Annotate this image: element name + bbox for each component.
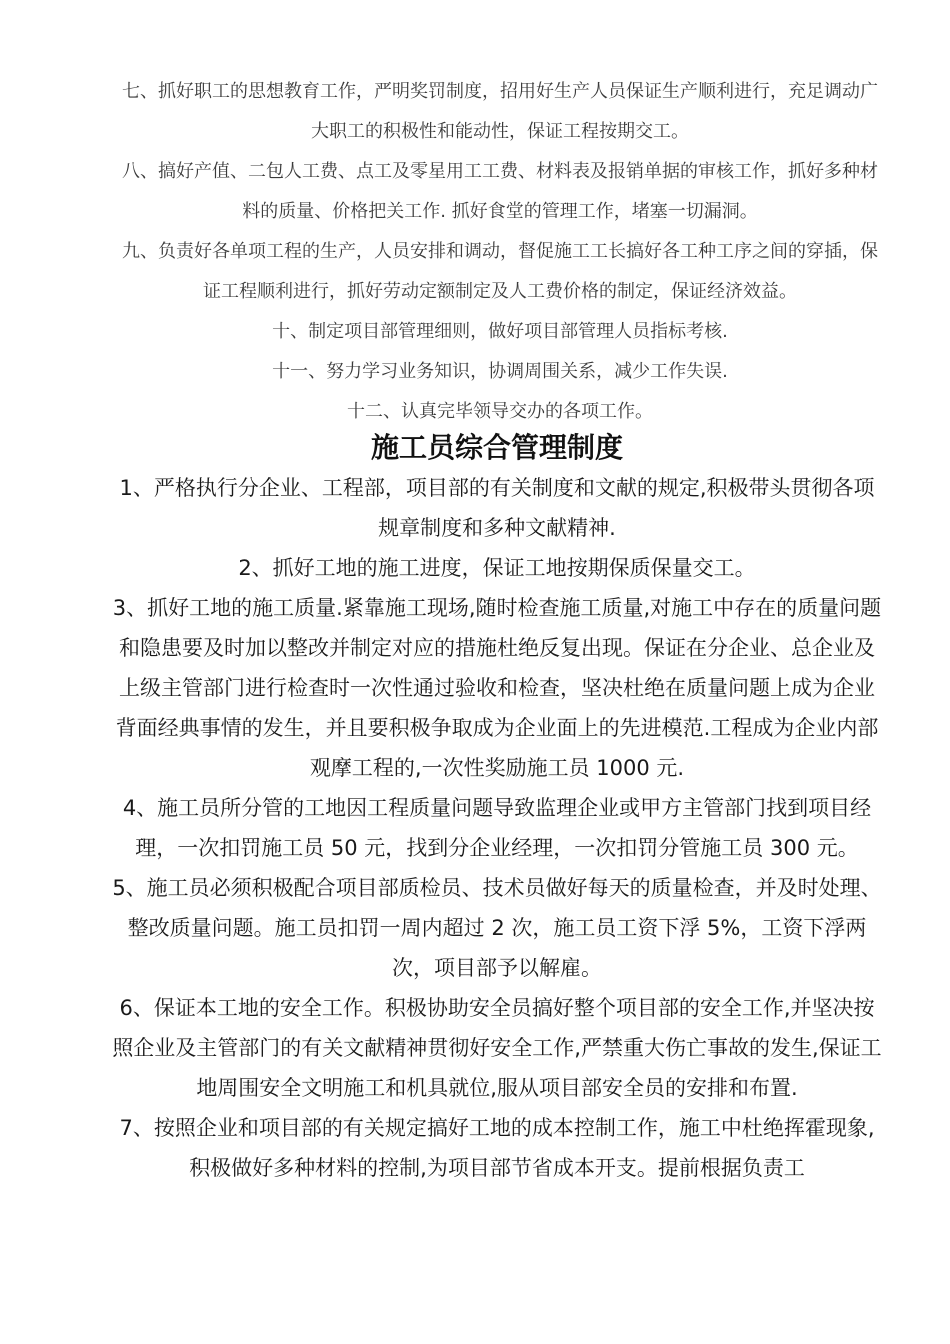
duty-item-7: 七、抓好职工的思想教育工作，严明奖罚制度，招用好生产人员保证生产顺利进行，充足调动广大职工的积极性和能动性，保证工程按期交工。 [122,81,878,142]
rule-item-6: 6、保证本工地的安全工作。积极协助安全员搞好整个项目部的安全工作,并坚决按照企业及主管部门的有关文献精神贯彻好安全工作,严禁重大伤亡事故的发生,保证工地周围安全文明施工和机具就位,服从项目部安全员的安排和布置. [112,996,882,1100]
rule-item-1: 1、严格执行分企业、工程部，项目部的有关制度和文献的规定,积极带头贯彻各项规章制度和多种文献精神. [119,476,875,540]
rule-item-2: 2、抓好工地的施工进度，保证工地按期保质保量交工。 [238,556,756,580]
duty-item-10: 十、制定项目部管理细则，做好项目部管理人员指标考核. [272,321,728,342]
section-title: 施工员综合管理制度 [370,431,623,464]
duties-list [120,72,880,432]
rule-item-3: 3、抓好工地的施工质量.紧靠施工现场,随时检查施工质量,对施工中存在的质量问题和隐患要及时加以整改并制定对应的措施杜绝反复出现。保证在分企业、总企业及上级主管部门进行检查时一次性通过验收和检查，坚决杜绝在质量问题上成为企业背面经典事情的发生，并且要积极争取成为企业面上的先进模范.工程成为企业内部观摩工程的,一次性奖励施工员 1000 元. [112,596,882,780]
rules-list [112,468,882,1188]
rule-item-4: 4、施工员所分管的工地因工程质量问题导致监理企业或甲方主管部门找到项目经理，一次扣罚施工员 50 元，找到分企业经理，一次扣罚分管施工员 300 元。 [122,796,872,860]
rule-item-7: 7、按照企业和项目部的有关规定搞好工地的成本控制工作，施工中杜绝挥霍现象,积极做好多种材料的控制,为项目部节省成本开支。提前根据负责工 [119,1116,875,1180]
duty-item-9: 九、负责好各单项工程的生产，人员安排和调动，督促施工工长搞好各工种工序之间的穿插，保证工程顺利进行，抓好劳动定额制定及人工费价格的制定，保证经济效益。 [122,241,878,302]
duty-item-11: 十一、努力学习业务知识，协调周围关系，减少工作失误. [272,361,728,382]
rule-item-5: 5、施工员必须积极配合项目部质检员、技术员做好每天的质量检查，并及时处理、整改质量问题。施工员扣罚一周内超过 2 次，施工员工资下浮 5%，工资下浮两次，项目部予以解雇。 [112,876,882,980]
duty-item-12: 十二、认真完毕领导交办的各项工作。 [347,401,653,422]
duty-item-8: 八、搞好产值、二包人工费、点工及零星用工工费、材料表及报销单据的审核工作，抓好多种材料的质量、价格把关工作. 抓好食堂的管理工作，堵塞一切漏洞。 [122,161,878,222]
